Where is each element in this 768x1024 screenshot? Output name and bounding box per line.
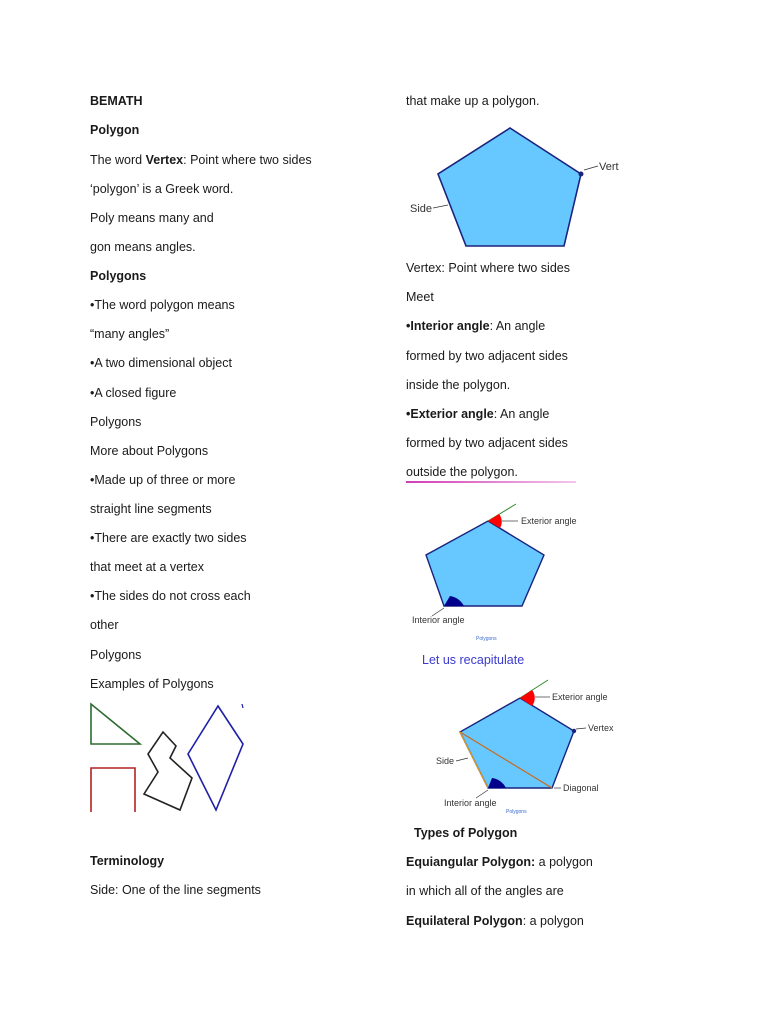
interior-angle-label: Interior angle <box>444 798 497 808</box>
angle-figure <box>404 500 594 645</box>
exterior-angle-label: Exterior angle <box>521 516 577 526</box>
text-line: Meet <box>406 290 434 304</box>
text-line: The word Vertex: Point where two sides <box>90 153 312 167</box>
heading-polygons: Polygons <box>90 269 147 283</box>
square-shape <box>91 768 135 812</box>
zigzag-shape <box>144 732 192 810</box>
underline-divider <box>406 481 576 483</box>
pentagon-vertex-figure <box>404 124 624 252</box>
vertex-label: Vertex <box>588 723 614 733</box>
kite-shape <box>188 706 243 810</box>
text-line: inside the polygon. <box>406 378 511 392</box>
recap-figure <box>404 676 624 818</box>
text-line: outside the polygon. <box>406 465 518 479</box>
text-line: •A closed figure <box>90 386 177 400</box>
text-line: •Exterior angle: An angle <box>406 407 550 421</box>
text-line: straight line segments <box>90 502 212 516</box>
text-line: in which all of the angles are <box>406 884 564 898</box>
text-line: •The word polygon means <box>90 298 235 312</box>
text-line: that meet at a vertex <box>90 560 204 574</box>
heading-terminology: Terminology <box>90 854 165 868</box>
text-line: •There are exactly two sides <box>90 531 247 545</box>
text-line: •Interior angle: An angle <box>406 319 546 333</box>
figure-caption: Polygons <box>476 636 497 642</box>
side-label: Side <box>410 203 433 215</box>
text-line: other <box>90 618 119 632</box>
text-line: •A two dimensional object <box>90 356 232 370</box>
vertex-label: Vert <box>599 161 619 173</box>
exterior-angle-label: Exterior angle <box>552 692 608 702</box>
vertex-dot <box>572 729 576 733</box>
side-label: Side <box>436 756 455 766</box>
text-line: formed by two adjacent sides <box>406 349 568 363</box>
text-line: Poly means many and <box>90 211 214 225</box>
interior-angle-label: Interior angle <box>412 615 465 625</box>
text-line: •Made up of three or more <box>90 473 236 487</box>
heading-polygon: Polygon <box>90 123 140 137</box>
figure-caption: Polygons <box>506 809 527 815</box>
text-line: gon means angles. <box>90 240 196 254</box>
diagonal-label: Diagonal <box>563 783 599 793</box>
text-line: Examples of Polygons <box>90 677 214 691</box>
text-line: Polygons <box>90 648 142 662</box>
text-line: Vertex: Point where two sides <box>406 261 570 275</box>
text-line: More about Polygons <box>90 444 209 458</box>
polygon-examples-figure <box>88 700 248 815</box>
text-line: formed by two adjacent sides <box>406 436 568 450</box>
vertex-dot <box>579 172 584 177</box>
triangle-shape <box>91 704 140 744</box>
text-line: ‘polygon’ is a Greek word. <box>90 182 234 196</box>
text-line: Equiangular Polygon: a polygon <box>406 855 593 869</box>
text-line: •The sides do not cross each <box>90 589 251 603</box>
recap-heading: Let us recapitulate <box>422 653 525 667</box>
text-line: Side: One of the line segments <box>90 883 261 897</box>
heading-types-of-polygon: Types of Polygon <box>414 826 518 840</box>
text-line: Polygons <box>90 415 142 429</box>
doc-title: BEMATH <box>90 94 143 108</box>
pentagon-shape <box>438 128 581 246</box>
text-line: “many angles” <box>90 327 170 341</box>
pentagon-shape <box>426 521 544 606</box>
text-line: Equilateral Polygon: a polygon <box>406 914 584 928</box>
text-line: that make up a polygon. <box>406 94 540 108</box>
